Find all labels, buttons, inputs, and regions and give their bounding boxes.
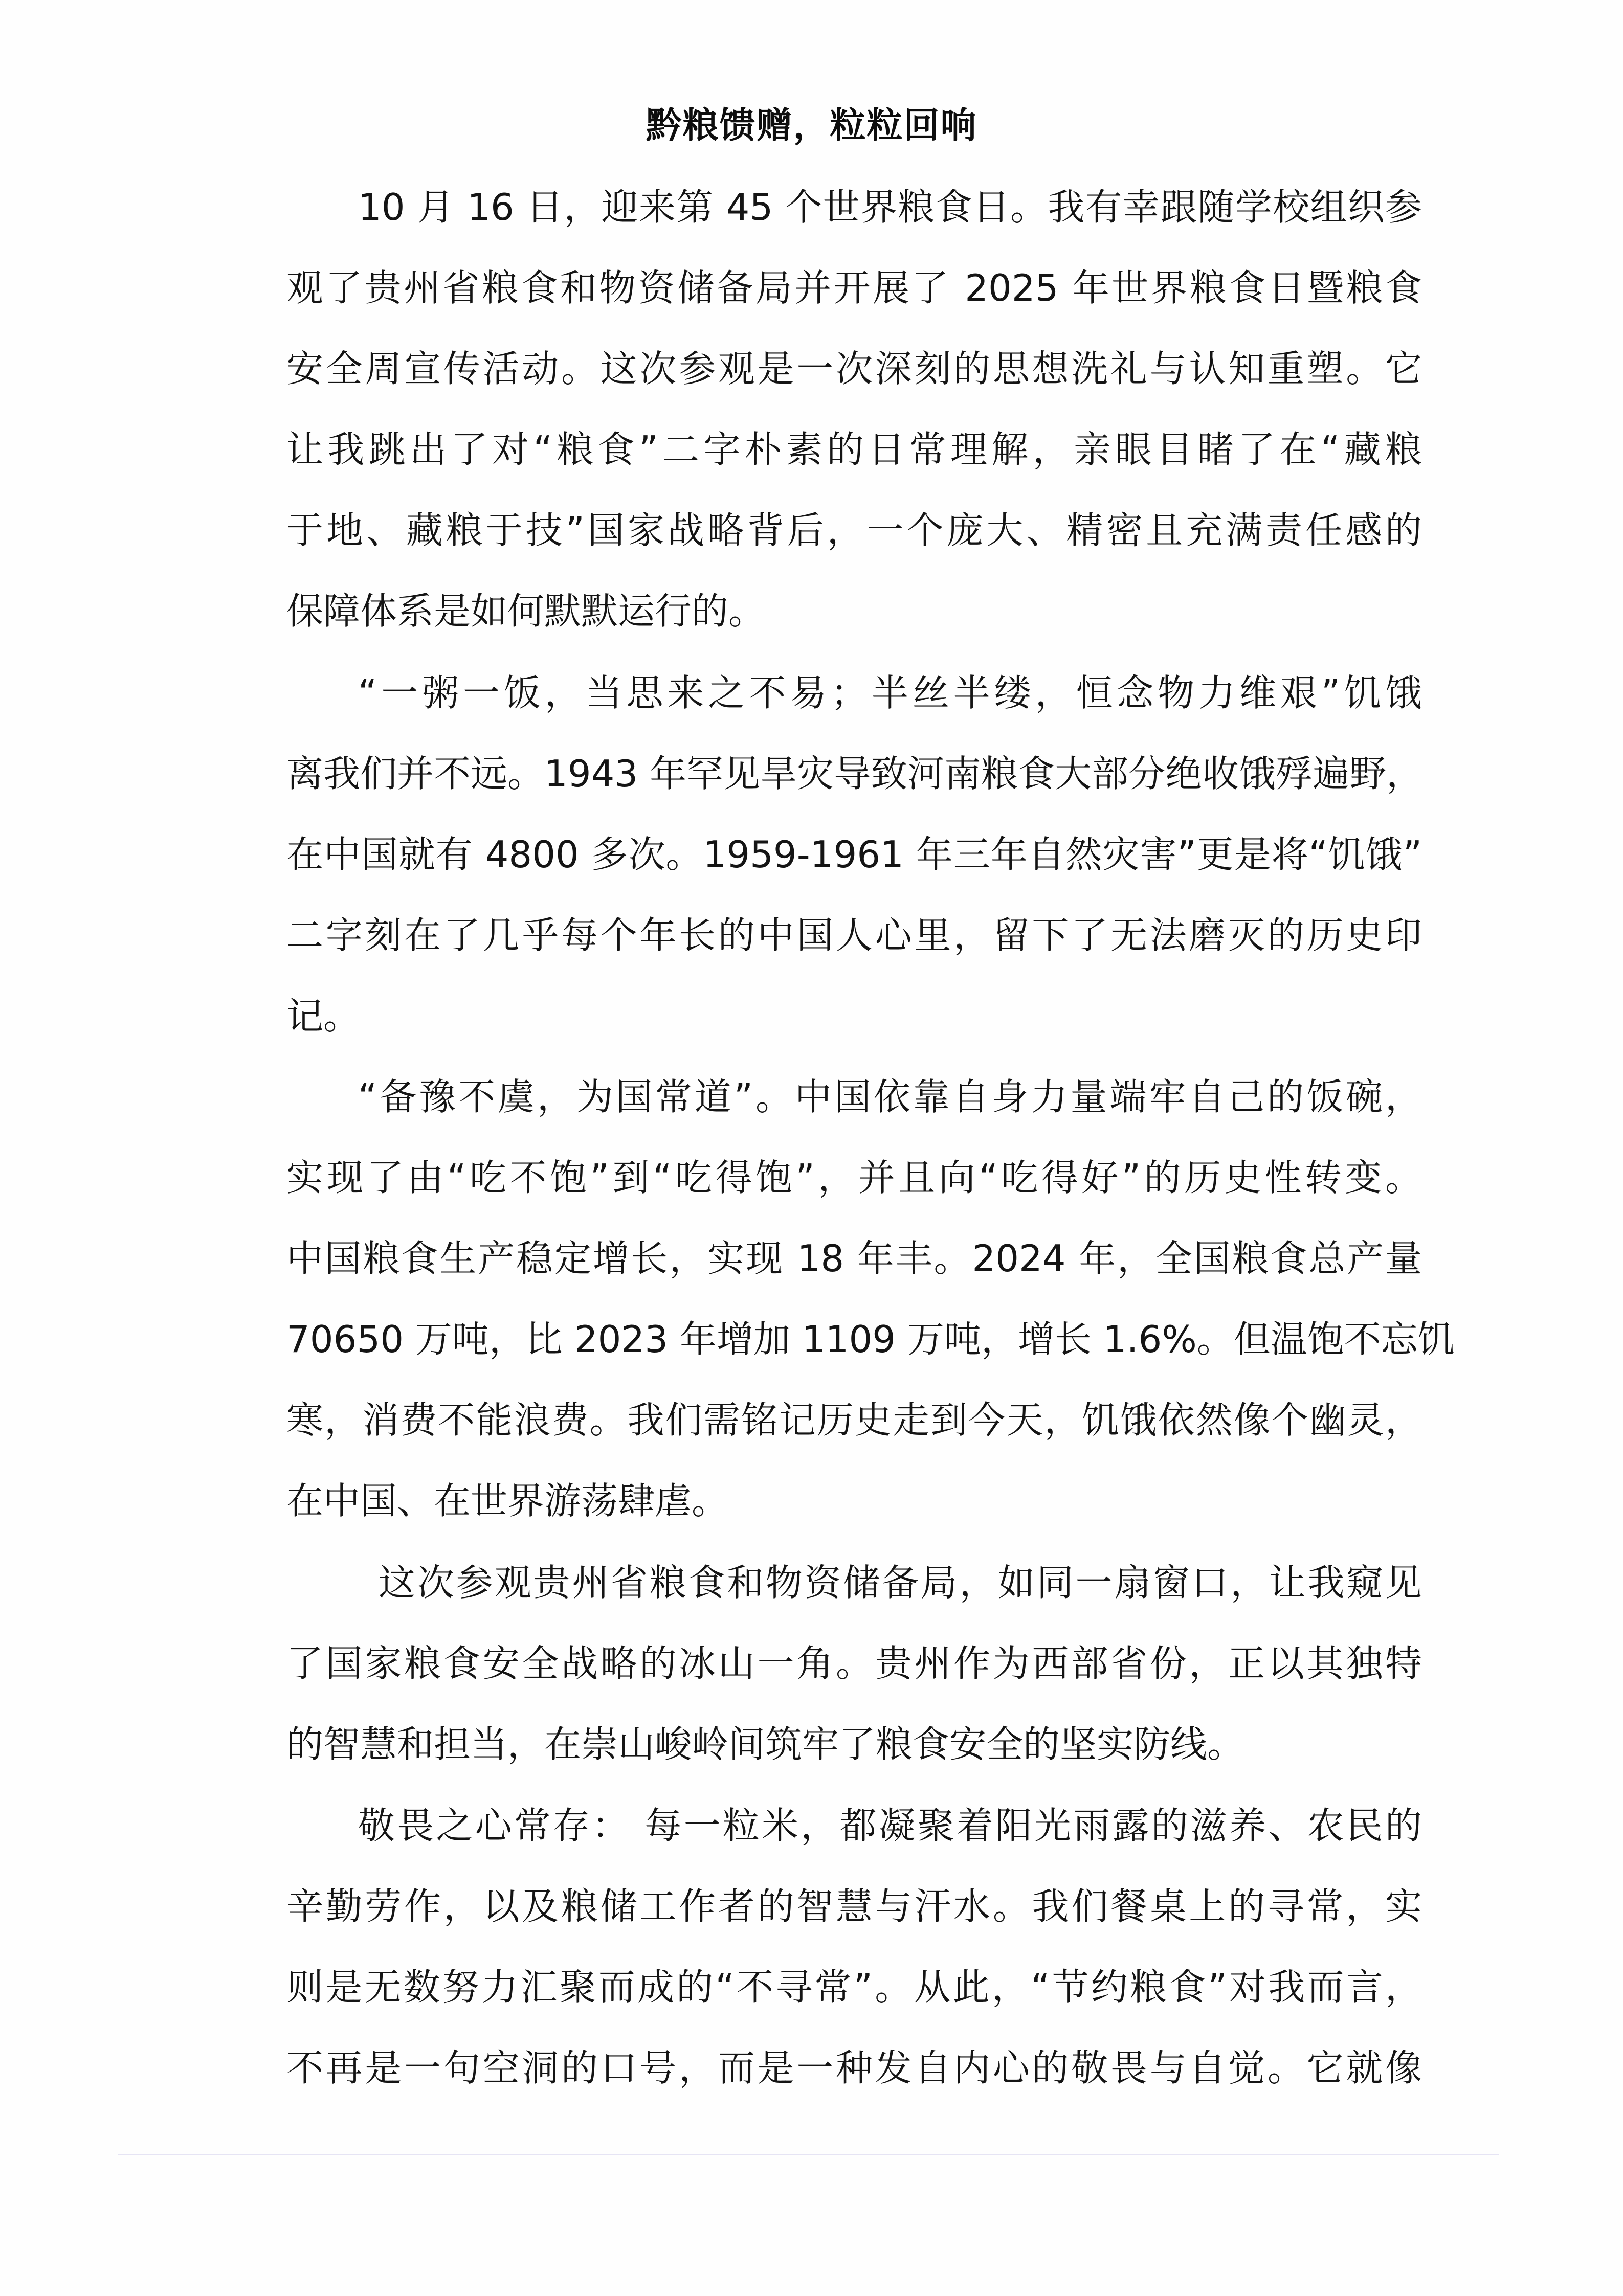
text-line: “备豫不虞，为国常道”。中国依靠自身力量端牢自己的饭碗， bbox=[358, 1075, 1422, 1118]
text-line: 10 月 16 日，迎来第 45 个世界粮食日。我有幸跟随学校组织参 bbox=[358, 186, 1422, 229]
text-line: 实现了由“吃不饱”到“吃得饱”，并且向“吃得好”的历史性转变。 bbox=[286, 1156, 1422, 1199]
text-line: 的智慧和担当，在崇山峻岭间筑牢了粮食安全的坚实防线。 bbox=[286, 1723, 1244, 1766]
text-line: 在中国就有 4800 多次。1959-1961 年三年自然灾害”更是将“饥饿” bbox=[286, 833, 1422, 876]
text-line: 70650 万吨，比 2023 年增加 1109 万吨，增长 1.6%。但温饱不忘饥 bbox=[286, 1318, 1455, 1361]
document-title: 黔粮馈赠，粒粒回响 bbox=[646, 104, 977, 146]
text-line: 寒，消费不能浪费。我们需铭记历史走到今天，饥饿依然像个幽灵， bbox=[286, 1399, 1422, 1442]
text-line: 则是无数努力汇聚而成的“不寻常”。从此，“节约粮食”对我而言， bbox=[286, 1966, 1422, 2009]
text-line: 二字刻在了几乎每个年长的中国人心里，留下了无法磨灭的历史印 bbox=[286, 914, 1422, 957]
text-line: 观了贵州省粮食和物资储备局并开展了 2025 年世界粮食日暨粮食 bbox=[286, 266, 1422, 309]
text-line: “一粥一饭，当思来之不易；半丝半缕，恒念物力维艰”饥饿 bbox=[358, 671, 1422, 714]
text-line: 辛勤劳作，以及粮储工作者的智慧与汗水。我们餐桌上的寻常，实 bbox=[286, 1885, 1422, 1928]
text-line: 记。 bbox=[286, 995, 361, 1038]
text-line: 保障体系是如何默默运行的。 bbox=[286, 590, 766, 633]
text-line: 于地、藏粮于技”国家战略背后，一个庞大、精密且充满责任感的 bbox=[286, 509, 1422, 552]
text-line: 中国粮食生产稳定增长，实现 18 年丰。2024 年，全国粮食总产量 bbox=[286, 1237, 1422, 1280]
text-line: 这次参观贵州省粮食和物资储备局，如同一扇窗口，让我窥见 bbox=[379, 1561, 1422, 1604]
text-line: 离我们并不远。1943 年罕见旱灾导致河南粮食大部分绝收饿殍遍野， bbox=[286, 752, 1424, 795]
text-line: 让我跳出了对“粮食”二字朴素的日常理解，亲眼目睹了在“藏粮 bbox=[286, 428, 1422, 471]
text-line: 在中国、在世界游荡肆虐。 bbox=[286, 1479, 729, 1522]
text-line: 了国家粮食安全战略的冰山一角。贵州作为西部省份，正以其独特 bbox=[286, 1642, 1422, 1685]
text-line: 安全周宣传活动。这次参观是一次深刻的思想洗礼与认知重塑。它 bbox=[286, 347, 1422, 390]
page-bottom-edge bbox=[118, 2154, 1499, 2155]
text-line: 敬畏之心常存： 每一粒米，都凝聚着阳光雨露的滋养、农民的 bbox=[358, 1804, 1422, 1847]
text-line: 不再是一句空洞的口号，而是一种发自内心的敬畏与自觉。它就像 bbox=[286, 2046, 1422, 2089]
